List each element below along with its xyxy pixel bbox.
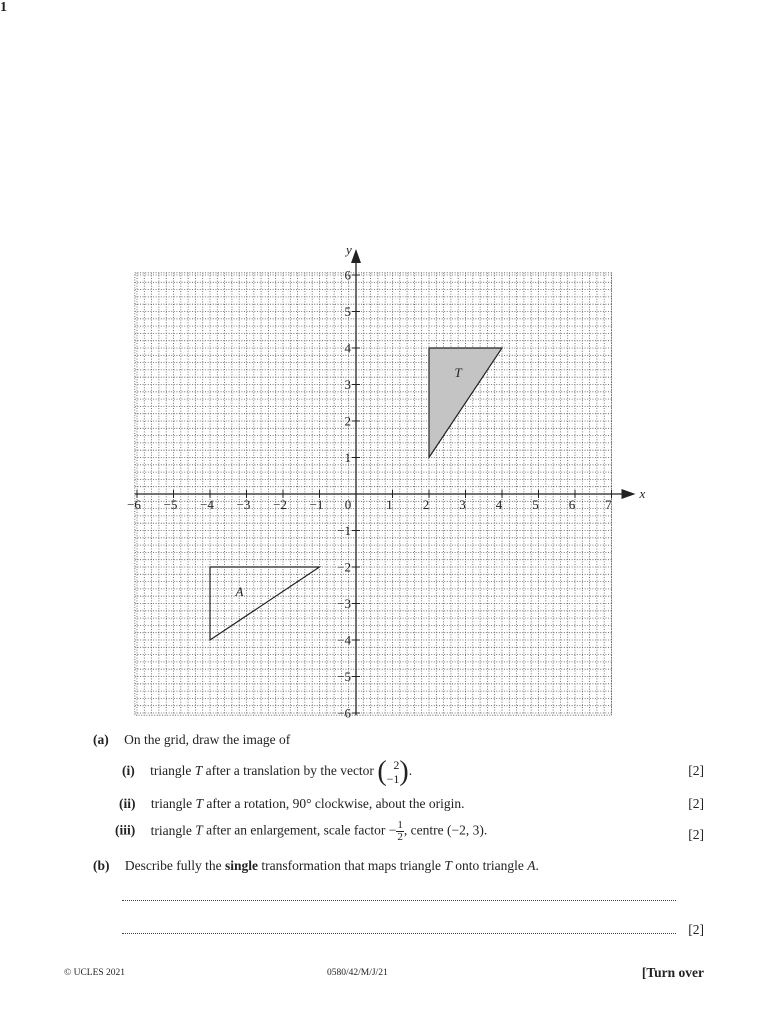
part-a (93, 732, 290, 748)
y-tick-label: 6 (344, 267, 351, 283)
y-axis-arrow (351, 249, 361, 263)
part-b-label: (b) (93, 858, 110, 873)
marks-a-ii: [2] (688, 796, 704, 811)
x-tick-label: −4 (200, 497, 214, 512)
x-tick-label: 5 (532, 497, 539, 512)
triangle-a-label: A (235, 584, 244, 600)
part-b-text: Describe fully the (124, 858, 225, 873)
footer-code: 0580/42/M/J/21 (327, 968, 388, 978)
y-tick-label: 4 (344, 340, 351, 356)
item-text: triangle (150, 822, 196, 838)
footer-copyright: © UCLES 2021 (64, 968, 126, 978)
shape-name: T (195, 822, 203, 838)
x-tick-label: −2 (273, 497, 287, 512)
part-b-text: transformation that maps triangle (257, 858, 445, 873)
y-tick-label: 5 (344, 304, 351, 319)
answer-line-1[interactable] (122, 900, 676, 901)
triangle-t-label: T (454, 365, 462, 381)
item-text: after a translation by the vector (202, 763, 378, 779)
y-tick-label: −1 (337, 523, 351, 538)
shape-name: T (194, 763, 203, 779)
y-tick-label: −3 (337, 596, 351, 611)
x-tick-label: 2 (422, 497, 430, 512)
x-tick-label: 0 (344, 497, 352, 512)
fraction-denominator: 2 (397, 831, 403, 843)
x-tick-label: 4 (495, 497, 503, 512)
y-tick-label: 3 (344, 377, 351, 392)
y-tick-label: −2 (337, 559, 351, 575)
fraction-numerator: 1 (397, 819, 403, 831)
vector-close-paren: ) (399, 756, 409, 787)
marks-a-iii: [2] (688, 827, 704, 842)
x-axis-arrow (622, 489, 636, 499)
part-b-bold: single (224, 858, 258, 873)
item-end: , centre (−2, 3). (403, 822, 488, 838)
scale-factor-fraction (396, 820, 404, 843)
x-tick-label: 1 (386, 497, 393, 512)
part-a-intro: On the grid, draw the image of (124, 732, 291, 747)
item-label: (iii) (115, 822, 136, 838)
item-label: (ii) (119, 796, 136, 811)
vector-bottom: −1 (386, 772, 400, 786)
shape-name: T (195, 796, 203, 811)
y-tick-label: −5 (337, 669, 351, 684)
marks-a-i: [2] (688, 763, 704, 778)
part-a-iii (115, 820, 487, 843)
shape-name: T (444, 858, 452, 873)
part-b-text: onto triangle (451, 858, 528, 873)
item-text: triangle (150, 796, 196, 811)
answer-line-2[interactable] (122, 933, 676, 934)
x-tick-label: −6 (127, 497, 141, 512)
item-end: . (408, 763, 413, 779)
x-tick-label: 6 (568, 497, 576, 512)
y-tick-label: −6 (337, 705, 351, 721)
part-a-ii (119, 796, 464, 812)
y-tick-label: 2 (344, 413, 351, 429)
x-tick-label: −1 (309, 497, 324, 512)
part-b (93, 858, 539, 874)
item-label: (i) (122, 763, 135, 779)
question-number: 1 (0, 0, 7, 15)
triangle-t (429, 348, 502, 458)
item-text: after a rotation, 90° clockwise, about the origin. (203, 796, 465, 811)
shape-name: A (527, 858, 536, 873)
part-b-end: . (535, 858, 539, 873)
x-tick-label: −3 (236, 497, 251, 512)
x-tick-label: −5 (163, 497, 178, 512)
y-tick-label: −4 (337, 632, 351, 648)
y-axis-label: y (346, 242, 352, 257)
x-tick-label: 7 (605, 497, 612, 512)
item-text: after an enlargement, scale factor − (202, 822, 397, 838)
vector-top: 2 (393, 758, 400, 772)
vector-open-paren: ( (377, 756, 387, 787)
x-axis-label: x (639, 486, 646, 501)
translation-vector (387, 758, 400, 786)
turn-over: [Turn over (641, 965, 704, 980)
marks-b: [2] (688, 922, 704, 937)
part-a-label: (a) (93, 732, 109, 747)
part-a-i (122, 758, 412, 786)
item-text: triangle (150, 763, 195, 779)
y-tick-label: 1 (344, 450, 351, 465)
x-tick-label: 3 (459, 497, 466, 512)
